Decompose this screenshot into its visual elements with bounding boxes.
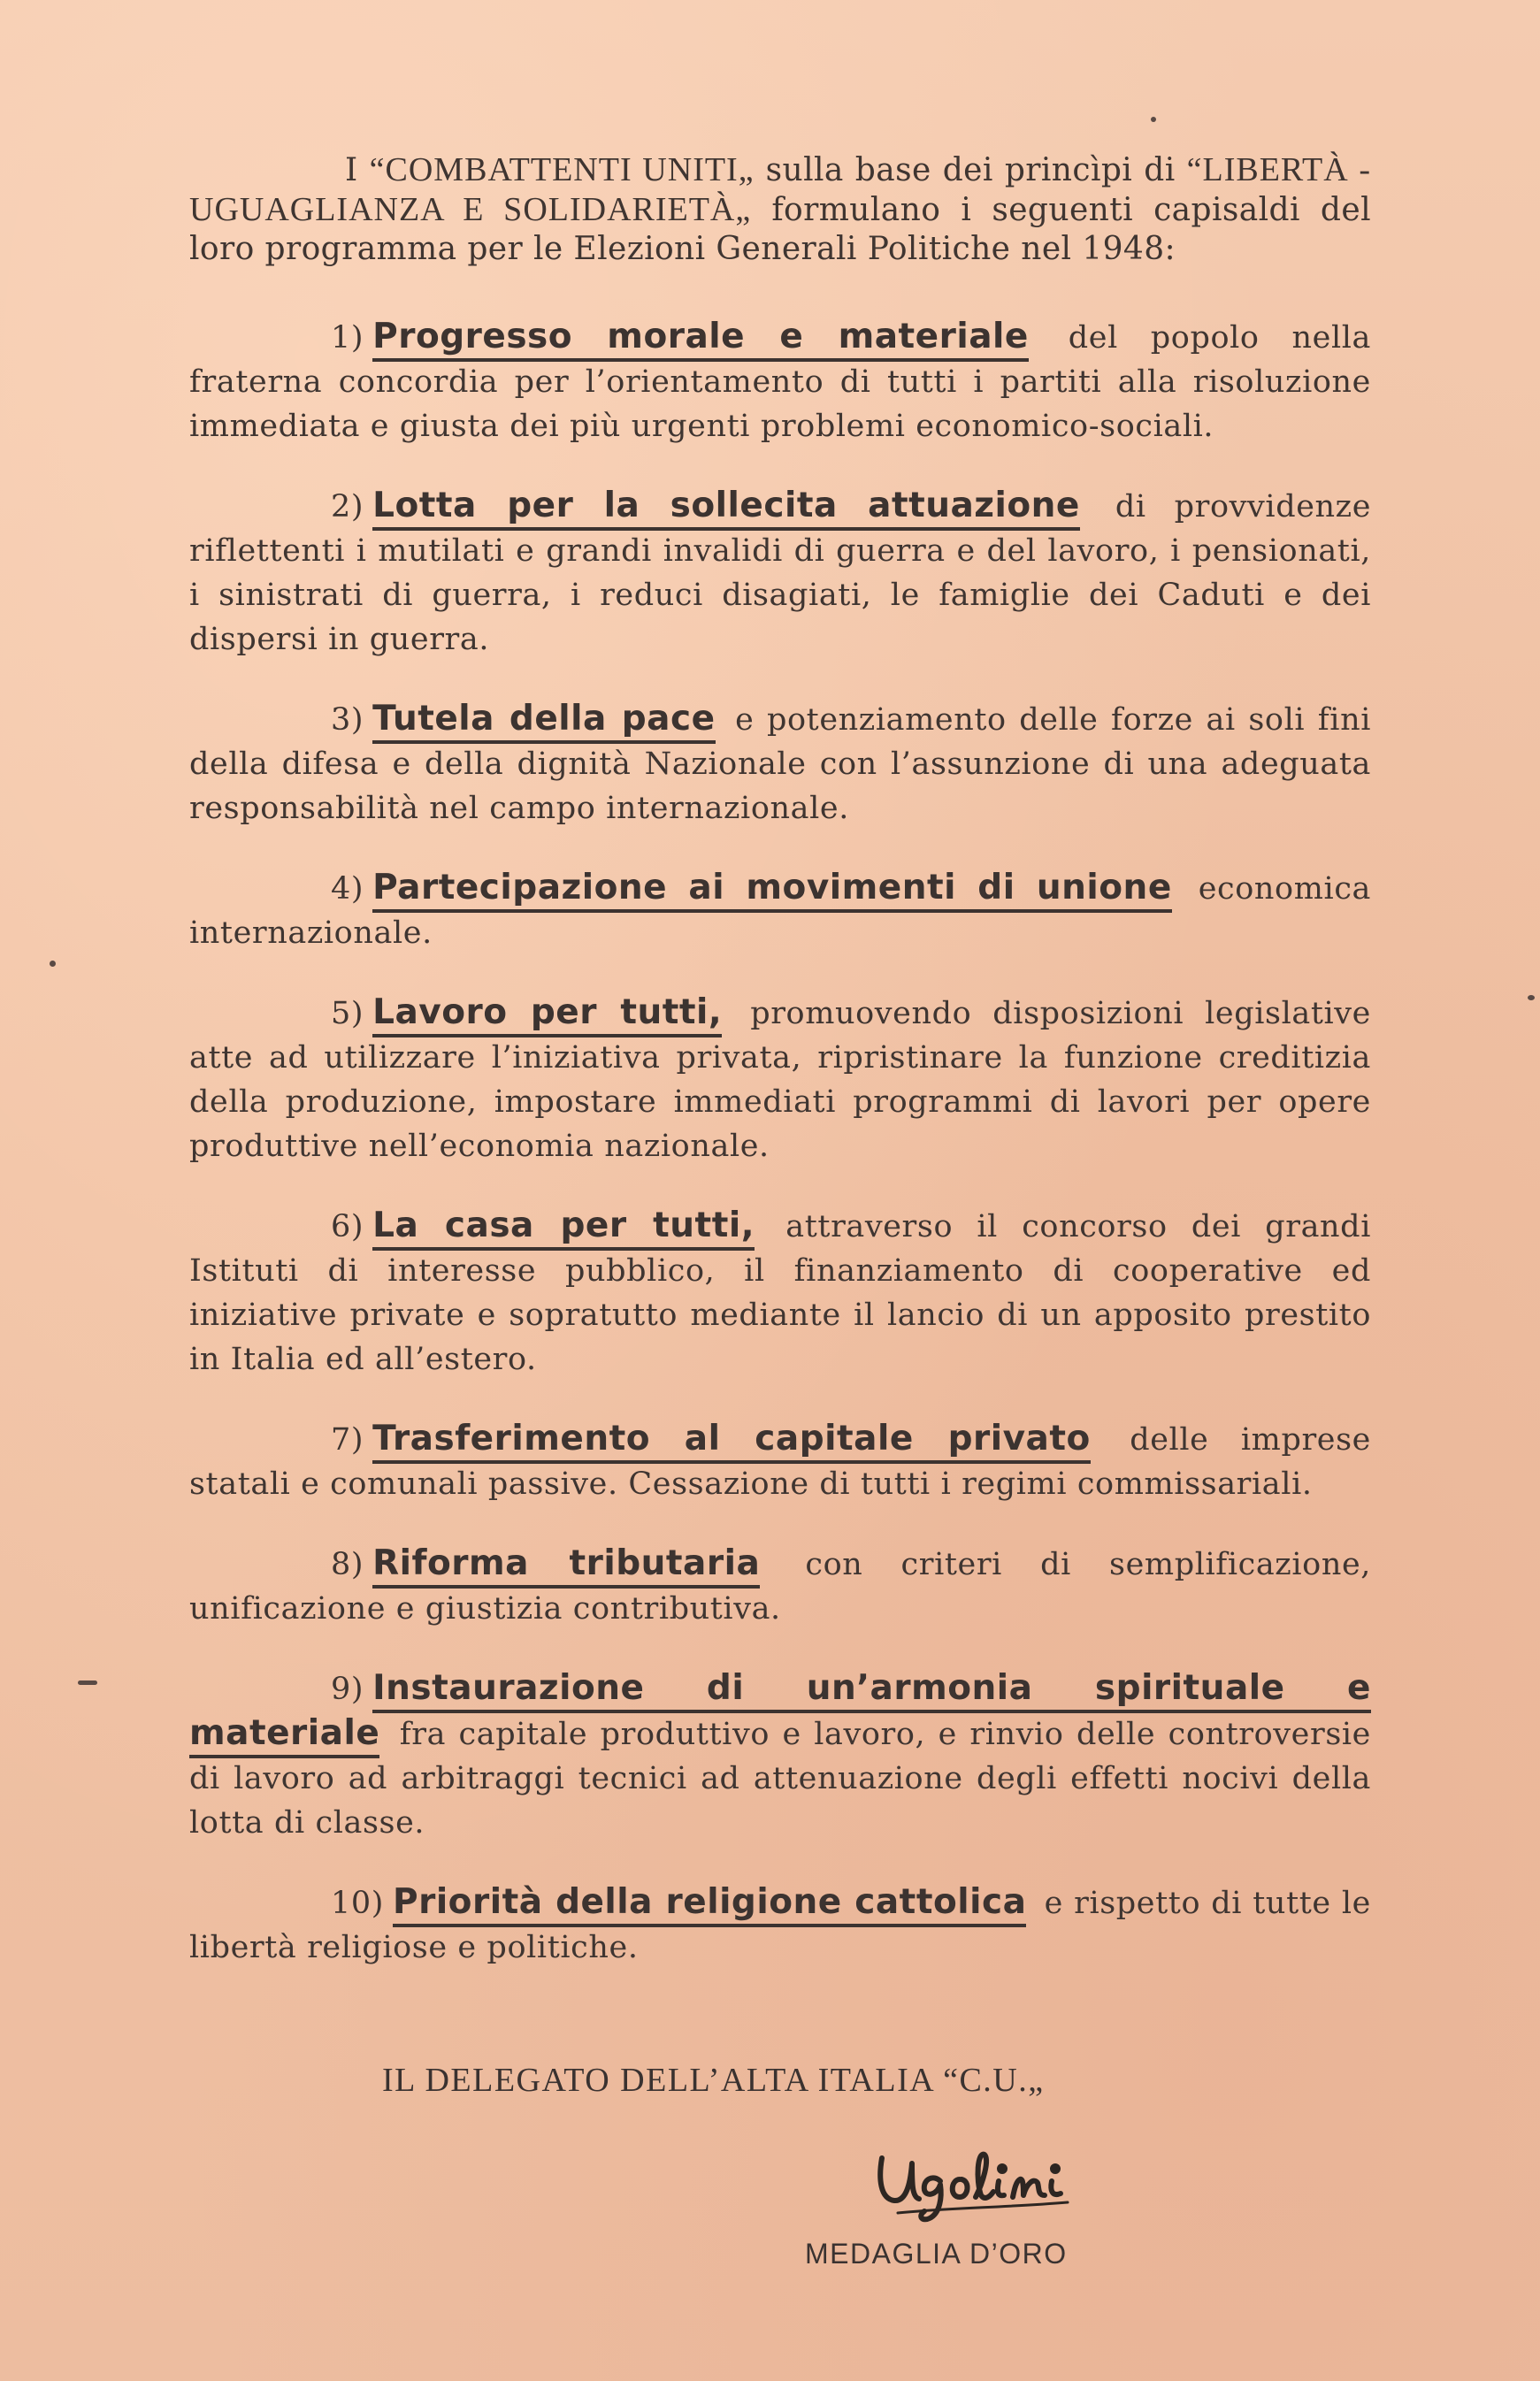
- paper-speck: [78, 1680, 97, 1685]
- program-point-1: [189, 315, 1371, 448]
- point-number: 1): [331, 320, 364, 356]
- program-point-5: [189, 991, 1371, 1168]
- point-number: 5): [331, 996, 364, 1031]
- point-number: 2): [331, 489, 364, 524]
- point-heading: Partecipazione ai movimenti di unione: [372, 868, 1172, 913]
- point-heading: Tutela della pace: [372, 699, 715, 744]
- paper-speck: [1528, 995, 1535, 1000]
- medal-caption: MEDAGLIA D’ORO: [805, 2238, 1068, 2270]
- point-number: 8): [331, 1547, 364, 1582]
- point-text: e rispetto di tutte le libertà religiose e politiche.: [189, 1886, 1371, 1965]
- point-text: fra capitale produttivo e lavoro, e rinvio delle controversie di lavoro ad arbitraggi tecnici ad attenuazione degli effetti nocivi della lotta di classe.: [189, 1717, 1371, 1841]
- point-text: del popolo nella fraterna concordia per l’orientamento di tutti i partiti alla risoluzione immediata e giusta dei più urgenti problemi economico-sociali.: [189, 320, 1371, 444]
- paper-speck: [1151, 117, 1156, 122]
- document-body: [189, 150, 1371, 2005]
- point-heading: Progresso morale e materiale: [372, 317, 1029, 362]
- intro-lead: I: [345, 152, 370, 188]
- point-text: attraverso il concorso dei grandi Istituti di interesse pubblico, il finanziamento di cooperative ed iniziative private e sopratutto mediante il lancio di un apposito prestito in Italia ed all’estero.: [189, 1209, 1371, 1377]
- point-heading: La casa per tutti,: [372, 1206, 755, 1251]
- point-number: 10): [331, 1886, 384, 1921]
- point-text: e potenziamento delle forze ai soli fini della difesa e della dignità Nazionale con l’assunzione di una adeguata responsabilità nel campo internazionale.: [189, 702, 1372, 826]
- program-point-9: [189, 1666, 1371, 1845]
- point-text: di provvidenze riflettenti i mutilati e grandi invalidi di guerra e del lavoro, i pensionati, i sinistrati di guerra, i reduci disagiati, le famiglie dei Caduti e dei dispersi in guerra.: [189, 489, 1372, 657]
- program-point-8: [189, 1542, 1371, 1631]
- delegate-line: IL DELEGATO DELL’ALTA ITALIA “C.U.„: [382, 2062, 1045, 2099]
- point-text: promuovendo disposizioni legislative atte ad utilizzare l’iniziativa privata, ripristinare la funzione creditizia della produzione, impostare immediati programmi di lavori per opere produttive nell’economia nazionale.: [189, 996, 1371, 1164]
- point-heading: Riforma tributaria: [372, 1543, 760, 1589]
- program-point-3: [189, 697, 1371, 831]
- program-point-4: [189, 866, 1371, 955]
- program-point-2: [189, 484, 1371, 662]
- point-heading: Priorità della religione cattolica: [393, 1882, 1026, 1927]
- point-number: 6): [331, 1209, 364, 1244]
- program-point-7: [189, 1417, 1371, 1506]
- intro-mid: sulla base dei princìpi di: [754, 152, 1187, 188]
- paper-speck: [50, 961, 56, 967]
- point-text: economica internazionale.: [189, 871, 1371, 951]
- point-number: 9): [331, 1672, 364, 1707]
- intro-tail: formulano i seguenti capisaldi del loro programma per le Elezioni Generali Politiche nel 1948:: [189, 192, 1371, 267]
- program-point-6: [189, 1204, 1371, 1382]
- point-heading: Lotta per la sollecita attuazione: [372, 486, 1080, 531]
- point-heading: Trasferimento al capitale privato: [372, 1419, 1091, 1464]
- point-number: 7): [331, 1422, 364, 1458]
- point-number: 3): [331, 702, 364, 738]
- point-text: con criteri di semplificazione, unificazione e giustizia contributiva.: [189, 1547, 1371, 1627]
- point-heading: Instaurazione di un’armonia spirituale e materiale: [189, 1668, 1371, 1758]
- program-point-10: [189, 1880, 1371, 1970]
- point-heading: Lavoro per tutti,: [372, 992, 722, 1037]
- intro-motto: “LIBERTÀ - UGUAGLIANZA E SOLIDARIETÀ„: [189, 151, 1371, 228]
- point-number: 4): [331, 871, 364, 907]
- point-text: delle imprese statali e comunali passive. Cessazione di tutti i regimi commissariali.: [189, 1422, 1371, 1502]
- signature-ugolini: [871, 2139, 1075, 2224]
- intro-brand: “COMBATTENTI UNITI„: [369, 151, 755, 188]
- intro-paragraph: [189, 150, 1371, 269]
